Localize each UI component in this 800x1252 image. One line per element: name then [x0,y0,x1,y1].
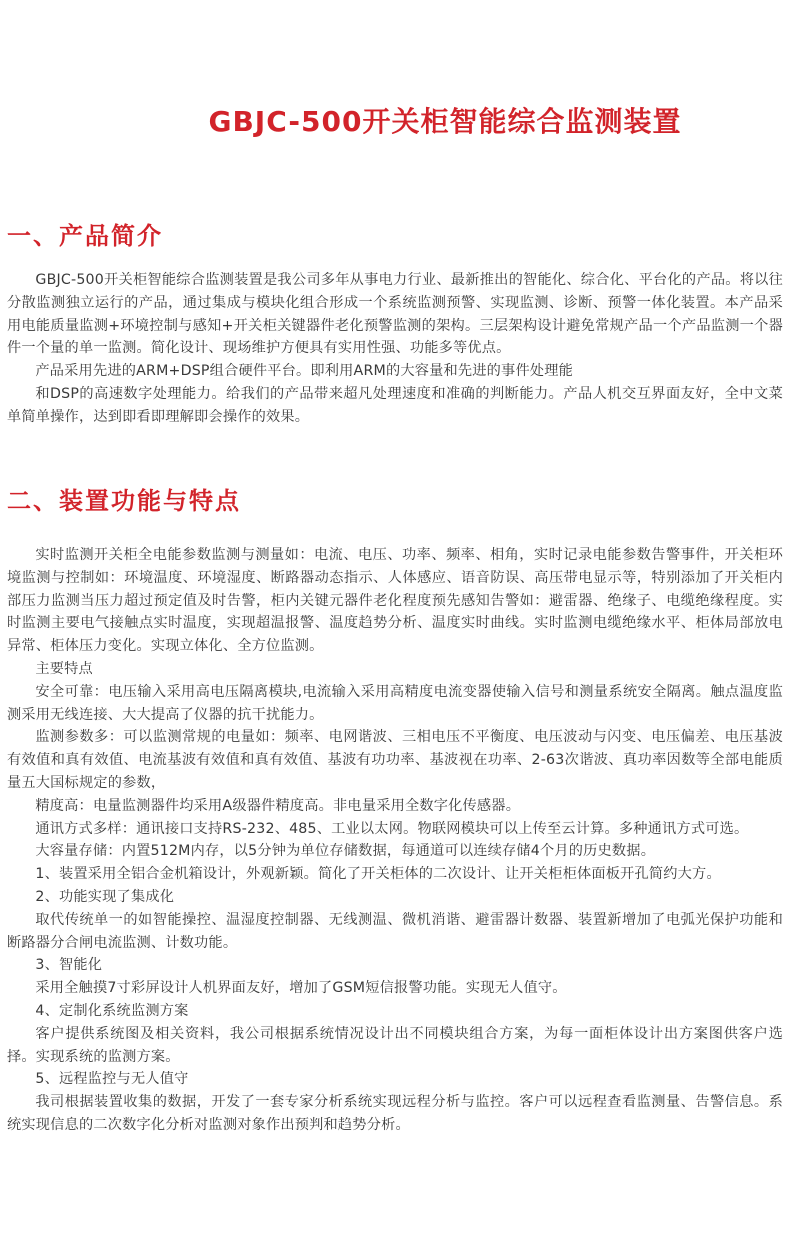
paragraph: 4、定制化系统监测方案 [35,1002,189,1019]
paragraph: 主要特点 [35,660,93,677]
paragraph: 客户提供系统图及相关资料，我公司根据系统情况设计出不同模块组合方案，为每一面柜体设计出方案图供客户选择。实现系统的监测方案。 [7,1025,783,1065]
paragraph: 5、远程监控与无人值守 [35,1071,189,1088]
paragraph: 实时监测开关柜全电能参数监测与测量如：电流、电压、功率、频率、相角，实时记录电能参数告警事件，开关柜环境监测与控制如：环境温度、环境湿度、断路器动态指示、人体感应、语音防误、高压带电显示等，特别添加了开关柜内部压力监测当压力超过预定值及时告警，柜内关键元器件老化程度预先感知告警如：避雷器、绝缘子、电缆绝缘程度。实时监测主要电气接触点实时温度，实现超温报警、温度趋势分析、温度实时曲线。实时监测电缆绝缘水平、柜体局部放电异常、柜体压力变化。实现立体化、全方位监测。 [7,547,783,655]
paragraph: 安全可靠：电压输入采用高电压隔离模块,电流输入采用高精度电流变器使输入信号和测量系统安全隔离。触点温度监测采用无线连接、大大提高了仪器的抗干扰能力。 [7,683,783,723]
paragraph: 3、智能化 [35,957,103,974]
section-heading-features: 二、装置功能与特点 [7,487,241,515]
paragraph: 我司根据装置收集的数据，开发了一套专家分析系统实现远程分析与监控。客户可以远程查看监测量、告警信息。系统实现信息的二次数字化分析对监测对象作出预判和趋势分析。 [7,1094,783,1133]
paragraph: 监测参数多：可以监测常规的电量如：频率、电网谐波、三相电压不平衡度、电压波动与闪变、电压偏差、电压基波有效值和真有效值、电流基波有效值和真有效值、基波有功功率、基波视在功率、2-63次谐波、真功率因数等全部电能质量五大国标规定的参数， [7,729,783,791]
paragraph: GBJC-500开关柜智能综合监测装置是我公司多年从事电力行业、最新推出的智能化、综合化、平台化的产品。将以往分散监测独立运行的产品，通过集成与模块化组合形成一个系统监测预警、实现监测、诊断、预警一体化装置。本产品采用电能质量监测+环境控制与感知+开关柜关键器件老化预警监测的架构。三层架构设计避免常规产品一个产品监测一个器件一个量的单一监测。简化设计、现场维护方便具有实用性强、功能多等优点。 [7,272,783,357]
paragraph: 采用全触摸7寸彩屏设计人机界面友好，增加了GSM短信报警功能。实现无人值守。 [35,980,567,997]
section-heading-intro: 一、产品简介 [7,222,163,250]
paragraph: 1、装置采用全铝合金机箱设计，外观新颖。简化了开关柜体的二次设计、让开关柜柜体面板开孔简约大方。 [35,866,721,883]
paragraph: 2、功能实现了集成化 [35,888,175,905]
paragraph: 大容量存储：内置512M内存，以5分钟为单位存储数据，每通道可以连续存储4个月的历史数据。 [35,843,656,860]
paragraph: 精度高：电量监测器件均采用A级器件精度高。非电量采用全数字化传感器。 [35,797,521,814]
paragraph: 取代传统单一的如智能操控、温湿度控制器、无线测温、微机消谐、避雷器计数器、装置新增加了电弧光保护功能和断路器分合闸电流监测、计数功能。 [7,911,783,951]
intro-body [7,269,783,429]
paragraph: 和DSP的高速数字处理能力。给我们的产品带来超凡处理速度和准确的判断能力。产品人机交互界面友好，全中文菜单简单操作，达到即看即理解即会操作的效果。 [7,385,783,425]
paragraph: 通讯方式多样：通讯接口支持RS-232、485、工业以太网。物联网模块可以上传至云计算。多种通讯方式可选。 [35,820,749,837]
page-title: GBJC-500开关柜智能综合监测装置 [208,105,682,138]
features-body [7,544,783,1137]
paragraph: 产品采用先进的ARM+DSP组合硬件平台。即利用ARM的大容量和先进的事件处理能 [35,363,573,380]
